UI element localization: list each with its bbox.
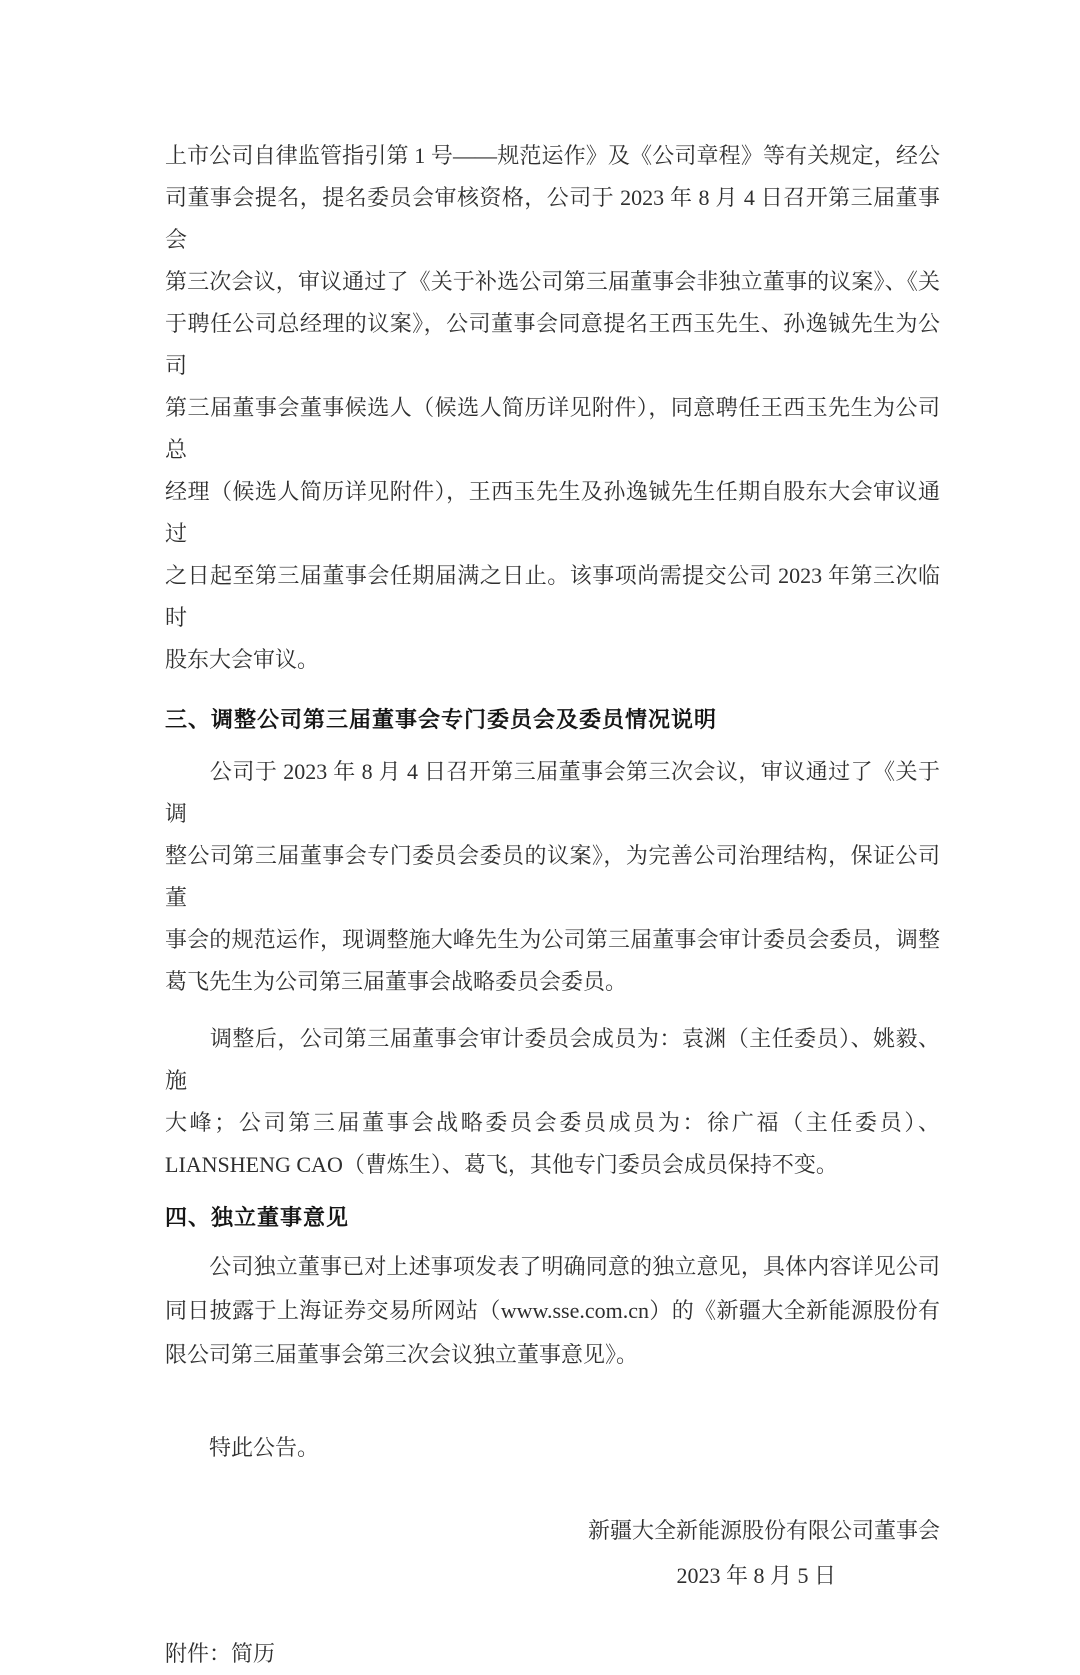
signature-company-name: 新疆大全新能源股份有限公司董事会	[587, 1518, 940, 1543]
text-line: 司董事会提名，提名委员会审核资格，公司于 2023 年 8 月 4 日召开第三届董事会	[165, 185, 940, 252]
text-line: LIANSHENG CAO（曹炼生）、葛飞，其他专门委员会成员保持不变。	[165, 1152, 838, 1177]
text-line: 大峰；公司第三届董事会战略委员会委员成员为：徐广福（主任委员）、	[165, 1110, 940, 1135]
text-line: 经理（候选人简历详见附件），王西玉先生及孙逸铖先生任期自股东大会审议通过	[165, 479, 940, 546]
text-line: 整公司第三届董事会专门委员会委员的议案》，为完善公司治理结构，保证公司董	[165, 843, 940, 910]
text-line: 公司独立董事已对上述事项发表了明确同意的独立意见，具体内容详见公司	[165, 1254, 940, 1279]
text-line: 第三次会议，审议通过了《关于补选公司第三届董事会非独立董事的议案》、《关	[165, 269, 940, 294]
text-line: 第三届董事会董事候选人（候选人简历详见附件），同意聘任王西玉先生为公司总	[165, 395, 940, 462]
text-line: 同日披露于上海证券交易所网站（www.sse.com.cn）的《新疆大全新能源股份有	[165, 1298, 940, 1323]
text-line: 葛飞先生为公司第三届董事会战略委员会委员。	[165, 969, 628, 994]
section3-paragraph-2	[165, 1018, 940, 1186]
intro-paragraph	[165, 135, 940, 681]
text-line: 调整后，公司第三届董事会审计委员会成员为：袁渊（主任委员）、姚毅、施	[165, 1026, 940, 1093]
attachment-note: 附件：简历	[165, 1641, 276, 1666]
document-content	[165, 135, 940, 1675]
text-line: 之日起至第三届董事会任期届满之日止。该事项尚需提交公司 2023 年第三次临时	[165, 563, 940, 630]
text-line: 公司于 2023 年 8 月 4 日召开第三届董事会第三次会议，审议通过了《关于调	[165, 759, 940, 826]
section3-paragraph-1	[165, 751, 940, 1003]
signature-date: 2023 年 8 月 5 日	[676, 1563, 836, 1588]
section4-heading: 四、独立董事意见	[165, 1205, 350, 1230]
section4-paragraph-1	[165, 1245, 940, 1377]
closing-statement: 特此公告。	[165, 1435, 320, 1460]
text-line: 上市公司自律监管指引第 1 号——规范运作》及《公司章程》等有关规定，经公	[165, 143, 940, 168]
text-line: 事会的规范运作，现调整施大峰先生为公司第三届董事会审计委员会委员，调整	[165, 927, 940, 952]
text-line: 限公司第三届董事会第三次会议独立董事意见》。	[165, 1342, 639, 1367]
text-line: 于聘任公司总经理的议案》，公司董事会同意提名王西玉先生、孙逸铖先生为公司	[165, 311, 940, 378]
section3-heading: 三、调整公司第三届董事会专门委员会及委员情况说明	[165, 707, 718, 732]
text-line: 股东大会审议。	[165, 647, 320, 672]
